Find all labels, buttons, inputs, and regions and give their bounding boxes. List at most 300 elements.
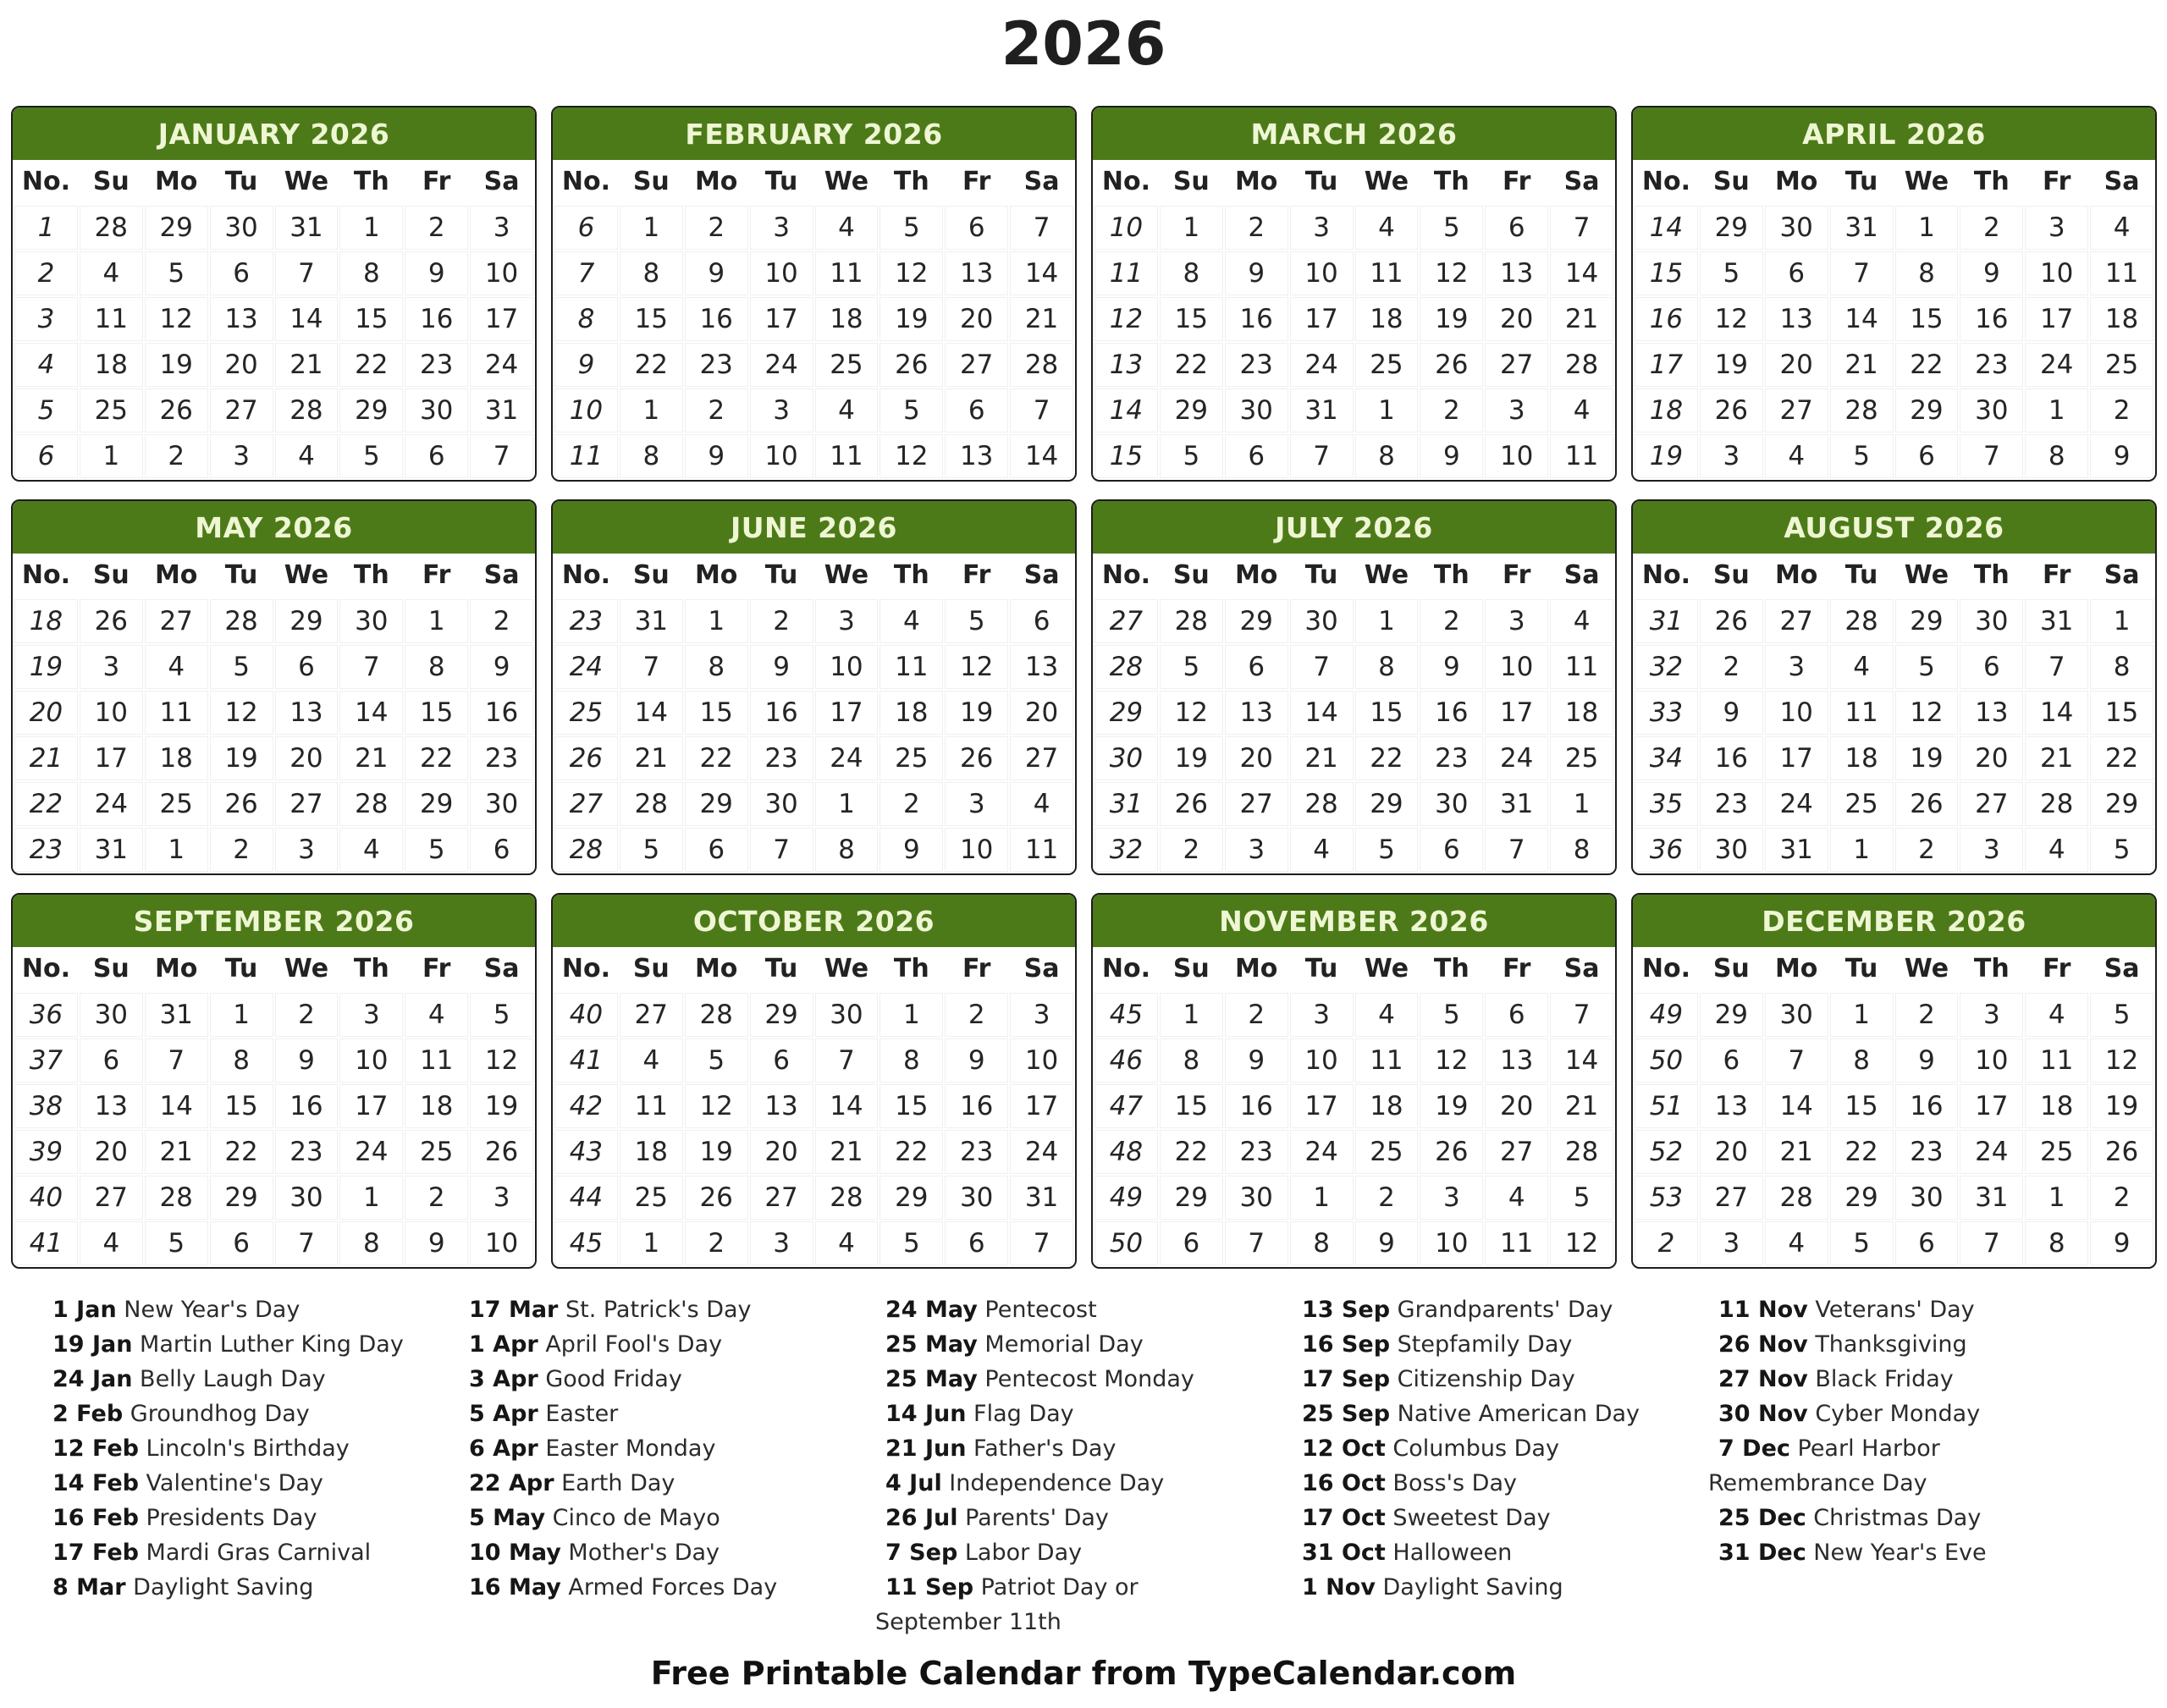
holiday-item: 4 Jul Independence Day	[885, 1470, 1165, 1496]
day-cell: 23	[1225, 343, 1288, 387]
day-cell: 9	[1420, 434, 1483, 478]
holiday-day-cell: 5	[1830, 434, 1894, 478]
week-number: 2	[14, 251, 78, 295]
day-cell: 11	[1355, 251, 1419, 295]
day-cell: 29	[339, 388, 403, 433]
holiday-item: 6 Apr Easter Monday	[469, 1435, 716, 1462]
week-number: 33	[1635, 691, 1698, 735]
day-cell: 3	[945, 782, 1008, 826]
day-cell: 4	[145, 645, 208, 689]
day-cell: 9	[1960, 251, 2023, 295]
day-cell: 5	[1355, 828, 1419, 872]
week-number: 31	[1635, 599, 1698, 643]
holiday-day-cell: 3	[1485, 388, 1548, 433]
day-cell: 18	[2090, 297, 2153, 341]
day-cell: 18	[815, 297, 879, 341]
day-cell: 8	[815, 828, 879, 872]
day-cell: 2	[750, 599, 813, 643]
day-cell: 7	[750, 828, 813, 872]
day-cell: 3	[750, 388, 813, 433]
holiday-day-cell: 5	[1700, 251, 1763, 295]
day-cell: 26	[685, 1176, 748, 1220]
day-cell: 29	[405, 782, 468, 826]
week-row	[14, 645, 533, 689]
weekday-header: Th	[1433, 954, 1469, 983]
day-cell: 2	[1225, 206, 1288, 250]
week-number: 24	[554, 645, 618, 689]
day-cell: 24	[1010, 1130, 1073, 1174]
day-cell: 8	[1895, 251, 1959, 295]
weekday-header: Mo	[694, 167, 738, 196]
holiday-date: 25 May	[885, 1366, 978, 1392]
weekday-header: Fr	[422, 954, 451, 983]
week-row	[1635, 343, 2153, 387]
week-row	[554, 736, 1073, 780]
day-cell: 17	[1960, 1084, 2023, 1128]
day-cell: 6	[1485, 206, 1548, 250]
weekday-header: Tu	[1304, 954, 1338, 983]
holiday-date: 5 Apr	[469, 1401, 538, 1427]
day-cell: 4	[1830, 645, 1894, 689]
holiday-date: 1 Apr	[469, 1331, 538, 1358]
day-cell: 4	[2025, 993, 2088, 1037]
day-cell: 25	[1355, 343, 1419, 387]
holiday-item: 1 Apr April Fool's Day	[469, 1331, 723, 1358]
day-cell: 8	[2025, 434, 2088, 478]
holiday-date: 8 Mar	[52, 1574, 126, 1601]
day-cell: 17	[80, 736, 143, 780]
month-card	[551, 893, 1077, 1269]
day-cell: 15	[210, 1084, 273, 1128]
day-cell: 6	[210, 1221, 273, 1265]
day-cell: 9	[685, 251, 748, 295]
day-cell: 6	[945, 388, 1008, 433]
day-cell: 6	[1960, 645, 2023, 689]
week-row	[1635, 782, 2153, 826]
day-cell: 15	[620, 297, 683, 341]
week-number: 35	[1635, 782, 1698, 826]
week-number-header: No.	[21, 560, 70, 590]
day-cell: 25	[879, 736, 943, 780]
week-number: 42	[554, 1084, 618, 1128]
day-cell: 6	[945, 206, 1008, 250]
holiday-day-cell: 12	[685, 1084, 748, 1128]
day-cell: 7	[620, 645, 683, 689]
week-row	[1095, 1084, 1613, 1128]
day-cell: 25	[80, 388, 143, 433]
day-cell: 9	[470, 645, 533, 689]
weekday-header: Mo	[1234, 954, 1278, 983]
month-title: MARCH 2026	[1093, 107, 1615, 160]
day-cell: 5	[470, 993, 533, 1037]
holiday-item: 5 May Cinco de Mayo	[469, 1505, 720, 1531]
holiday-day-cell: 6	[1225, 434, 1288, 478]
holiday-item: 14 Jun Flag Day	[885, 1401, 1074, 1427]
day-cell: 5	[339, 434, 403, 478]
day-cell: 17	[815, 691, 879, 735]
day-cell: 10	[470, 251, 533, 295]
month-card	[1091, 106, 1617, 482]
weekday-header: Tu	[1304, 167, 1338, 196]
weekday-header: Th	[353, 167, 389, 196]
holiday-day-cell: 4	[1550, 599, 1613, 643]
holiday-item: 16 May Armed Forces Day	[469, 1574, 778, 1601]
day-cell: 24	[1765, 782, 1828, 826]
weekday-header: Su	[632, 167, 670, 196]
day-cell: 27	[80, 1176, 143, 1220]
day-cell: 11	[1830, 691, 1894, 735]
day-cell: 6	[1225, 645, 1288, 689]
day-cell: 8	[1290, 1221, 1354, 1265]
day-cell: 26	[879, 343, 943, 387]
holiday-day-cell: 1	[1355, 388, 1419, 433]
day-cell: 9	[405, 1221, 468, 1265]
holiday-item: 14 Feb Valentine's Day	[52, 1470, 323, 1496]
day-cell: 18	[1830, 736, 1894, 780]
weekday-header: Sa	[483, 954, 520, 983]
week-row	[14, 343, 533, 387]
day-cell: 21	[275, 343, 339, 387]
weekday-header-row	[1635, 949, 2153, 991]
week-number: 28	[1095, 645, 1158, 689]
weekday-header: We	[1904, 560, 1949, 590]
day-cell: 11	[1010, 828, 1073, 872]
day-cell: 3	[750, 1221, 813, 1265]
day-cell: 8	[620, 251, 683, 295]
day-cell: 6	[750, 1039, 813, 1083]
day-cell: 8	[1550, 828, 1613, 872]
day-cell: 15	[1895, 297, 1959, 341]
day-cell: 3	[80, 645, 143, 689]
week-number: 6	[554, 206, 618, 250]
holiday-item: 31 Dec New Year's Eve	[1718, 1540, 1987, 1566]
day-cell: 21	[1765, 1130, 1828, 1174]
week-number: 27	[554, 782, 618, 826]
day-cell: 10	[1290, 251, 1354, 295]
day-cell: 29	[1895, 599, 1959, 643]
weekday-header: Mo	[1234, 167, 1278, 196]
holiday-item: 7 Dec Pearl Harbor Remembrance Day	[1708, 1435, 1940, 1496]
weekday-header: Fr	[962, 954, 991, 983]
day-cell: 13	[945, 434, 1008, 478]
day-cell: 13	[1485, 1039, 1548, 1083]
day-cell: 8	[405, 645, 468, 689]
weekday-header: Fr	[962, 167, 991, 196]
week-row	[554, 1176, 1073, 1220]
day-cell: 7	[339, 645, 403, 689]
weekday-header: Th	[1973, 167, 2010, 196]
day-cell: 2	[275, 993, 339, 1037]
weekday-header: Sa	[1563, 954, 1600, 983]
day-cell: 5	[1420, 993, 1483, 1037]
month-title: SEPTEMBER 2026	[13, 895, 535, 947]
day-cell: 29	[879, 1176, 943, 1220]
day-cell: 26	[1700, 388, 1763, 433]
holiday-day-cell: 1	[620, 1221, 683, 1265]
day-cell: 2	[1160, 828, 1223, 872]
day-cell: 1	[620, 388, 683, 433]
holiday-date: 12 Oct	[1302, 1435, 1386, 1462]
week-row	[1095, 206, 1613, 250]
day-cell: 31	[80, 828, 143, 872]
holiday-item: 11 Nov Veterans' Day	[1718, 1297, 1975, 1323]
day-cell: 25	[815, 343, 879, 387]
weekday-header: Fr	[422, 167, 451, 196]
holiday-date: 10 May	[469, 1540, 561, 1566]
holiday-item: 30 Nov Cyber Monday	[1718, 1401, 1981, 1427]
day-cell: 27	[1010, 736, 1073, 780]
day-cell: 2	[2090, 388, 2153, 433]
day-cell: 7	[1960, 1221, 2023, 1265]
footer-text: Free Printable Calendar from TypeCalendar.com	[650, 1655, 1517, 1692]
weekday-header: Tu	[1844, 167, 1878, 196]
week-number: 25	[554, 691, 618, 735]
day-cell: 7	[1010, 388, 1073, 433]
day-cell: 20	[1485, 1084, 1548, 1128]
month-grid	[13, 160, 535, 480]
day-cell: 17	[1290, 1084, 1354, 1128]
weekday-header: Su	[92, 954, 130, 983]
day-cell: 28	[1830, 599, 1894, 643]
week-number: 47	[1095, 1084, 1158, 1128]
day-cell: 28	[815, 1176, 879, 1220]
weekday-header: Mo	[154, 954, 198, 983]
week-row	[1095, 828, 1613, 872]
day-cell: 6	[1895, 434, 1959, 478]
day-cell: 16	[1225, 297, 1288, 341]
weekday-header: Su	[1712, 560, 1750, 590]
day-cell: 27	[945, 343, 1008, 387]
weekday-header: Sa	[2104, 167, 2140, 196]
weekday-header: We	[824, 560, 869, 590]
week-number: 44	[554, 1176, 618, 1220]
day-cell: 6	[470, 828, 533, 872]
week-row	[1095, 343, 1613, 387]
day-cell: 5	[145, 251, 208, 295]
weekday-header: We	[284, 560, 329, 590]
day-cell: 25	[1550, 736, 1613, 780]
day-cell: 23	[945, 1130, 1008, 1174]
day-cell: 26	[945, 736, 1008, 780]
day-cell: 25	[1830, 782, 1894, 826]
day-cell: 3	[275, 828, 339, 872]
day-cell: 27	[1225, 782, 1288, 826]
holiday-day-cell: 27	[1485, 1130, 1548, 1174]
weekday-header: Mo	[694, 954, 738, 983]
day-cell: 21	[1290, 736, 1354, 780]
day-cell: 24	[339, 1130, 403, 1174]
day-cell: 25	[2090, 343, 2153, 387]
weekday-header: Su	[1172, 954, 1210, 983]
day-cell: 1	[620, 206, 683, 250]
day-cell: 19	[1700, 343, 1763, 387]
holiday-date: 4 Jul	[885, 1470, 942, 1496]
day-cell: 3	[1290, 993, 1354, 1037]
day-cell: 6	[1420, 828, 1483, 872]
day-cell: 10	[750, 434, 813, 478]
month-grid	[553, 160, 1075, 480]
week-row	[14, 1084, 533, 1128]
holiday-column	[875, 1292, 1266, 1639]
day-cell: 23	[1895, 1130, 1959, 1174]
day-cell: 30	[470, 782, 533, 826]
holiday-item: 3 Apr Good Friday	[469, 1366, 682, 1392]
day-cell: 22	[339, 343, 403, 387]
holiday-day-cell: 19	[145, 343, 208, 387]
month-grid	[553, 554, 1075, 873]
day-cell: 20	[1010, 691, 1073, 735]
day-cell: 24	[2025, 343, 2088, 387]
holiday-item: 1 Nov Daylight Saving	[1302, 1574, 1563, 1601]
week-row	[14, 434, 533, 478]
week-number: 9	[554, 343, 618, 387]
weekday-header: Sa	[483, 560, 520, 590]
weekday-header: Su	[1172, 560, 1210, 590]
weekday-header: Tu	[1844, 560, 1878, 590]
day-cell: 7	[1960, 434, 2023, 478]
day-cell: 3	[1700, 434, 1763, 478]
week-row	[1635, 645, 2153, 689]
day-cell: 8	[1355, 434, 1419, 478]
week-number: 19	[14, 645, 78, 689]
holiday-item: 12 Feb Lincoln's Birthday	[52, 1435, 350, 1462]
day-cell: 7	[275, 251, 339, 295]
week-row	[1095, 1221, 1613, 1265]
day-cell: 6	[1010, 599, 1073, 643]
day-cell: 19	[210, 736, 273, 780]
week-number: 40	[554, 993, 618, 1037]
holiday-date: 31 Oct	[1302, 1540, 1386, 1566]
holiday-day-cell: 11	[1355, 1039, 1419, 1083]
day-cell: 29	[1160, 1176, 1223, 1220]
weekday-header: Th	[1433, 167, 1469, 196]
day-cell: 17	[1765, 736, 1828, 780]
day-cell: 11	[80, 297, 143, 341]
day-cell: 31	[275, 206, 339, 250]
day-cell: 7	[1485, 828, 1548, 872]
week-row	[554, 828, 1073, 872]
day-cell: 8	[2025, 1221, 2088, 1265]
week-number: 29	[1095, 691, 1158, 735]
weekday-header: Tu	[224, 167, 258, 196]
weekday-header-row	[14, 555, 533, 598]
day-cell: 4	[1485, 1176, 1548, 1220]
weekday-header: Th	[893, 167, 929, 196]
day-cell: 13	[1765, 297, 1828, 341]
week-number: 23	[554, 599, 618, 643]
holiday-item: 1 Jan New Year's Day	[52, 1297, 301, 1323]
day-cell: 30	[1765, 206, 1828, 250]
holiday-item: 25 Sep Native American Day	[1302, 1401, 1640, 1427]
holiday-date: 13 Sep	[1302, 1297, 1391, 1323]
day-cell: 5	[620, 828, 683, 872]
weekday-header: Tu	[764, 954, 798, 983]
week-row	[554, 993, 1073, 1037]
day-cell: 7	[1550, 206, 1613, 250]
day-cell: 11	[879, 645, 943, 689]
day-cell: 2	[2090, 1176, 2153, 1220]
day-cell: 2	[1895, 993, 1959, 1037]
day-cell: 21	[339, 736, 403, 780]
month-grid	[1093, 554, 1615, 873]
day-cell: 12	[1420, 251, 1483, 295]
day-cell: 8	[1160, 1039, 1223, 1083]
day-cell: 14	[339, 691, 403, 735]
holiday-day-cell: 13	[80, 1084, 143, 1128]
day-cell: 1	[80, 434, 143, 478]
day-cell: 13	[1960, 691, 2023, 735]
weekday-header: We	[1904, 954, 1949, 983]
day-cell: 7	[1830, 251, 1894, 295]
day-cell: 15	[1355, 691, 1419, 735]
week-number: 41	[14, 1221, 78, 1265]
week-row	[1095, 993, 1613, 1037]
day-cell: 19	[1160, 736, 1223, 780]
weekday-header: We	[824, 167, 869, 196]
day-cell: 26	[1420, 343, 1483, 387]
day-cell: 29	[1700, 993, 1763, 1037]
week-number: 19	[1635, 434, 1698, 478]
holiday-date: 16 Sep	[1302, 1331, 1391, 1358]
week-row	[14, 251, 533, 295]
day-cell: 27	[1700, 1176, 1763, 1220]
day-cell: 1	[1160, 206, 1223, 250]
day-cell: 21	[2025, 736, 2088, 780]
day-cell: 22	[405, 736, 468, 780]
day-cell: 31	[145, 993, 208, 1037]
day-cell: 14	[2025, 691, 2088, 735]
day-cell: 26	[145, 388, 208, 433]
weekday-header: Su	[1712, 954, 1750, 983]
holiday-day-cell: 31	[1960, 1176, 2023, 1220]
weekday-header: Tu	[224, 560, 258, 590]
day-cell: 21	[145, 1130, 208, 1174]
week-row	[554, 645, 1073, 689]
week-number-header: No.	[21, 167, 70, 196]
month-grid	[1093, 160, 1615, 480]
day-cell: 2	[685, 1221, 748, 1265]
day-cell: 27	[275, 782, 339, 826]
day-cell: 30	[1700, 828, 1763, 872]
day-cell: 11	[815, 434, 879, 478]
day-cell: 14	[1550, 251, 1613, 295]
day-cell: 30	[750, 782, 813, 826]
weekday-header: Fr	[2043, 954, 2071, 983]
holiday-day-cell: 26	[1160, 782, 1223, 826]
week-number: 18	[1635, 388, 1698, 433]
day-cell: 4	[275, 434, 339, 478]
day-cell: 9	[1895, 1039, 1959, 1083]
day-cell: 15	[1830, 1084, 1894, 1128]
week-number: 12	[1095, 297, 1158, 341]
day-cell: 7	[1550, 993, 1613, 1037]
day-cell: 6	[1485, 993, 1548, 1037]
week-number-header: No.	[21, 954, 70, 983]
holiday-column	[1708, 1292, 2099, 1639]
week-row	[554, 1221, 1073, 1265]
day-cell: 20	[1765, 343, 1828, 387]
day-cell: 1	[1550, 782, 1613, 826]
day-cell: 10	[1485, 434, 1548, 478]
week-number: 15	[1095, 434, 1158, 478]
day-cell: 5	[1830, 1221, 1894, 1265]
weekday-header: Th	[1973, 954, 2010, 983]
day-cell: 9	[750, 645, 813, 689]
day-cell: 6	[275, 645, 339, 689]
holiday-day-cell: 24	[80, 782, 143, 826]
weekday-header: Mo	[1774, 954, 1818, 983]
day-cell: 26	[2090, 1130, 2153, 1174]
